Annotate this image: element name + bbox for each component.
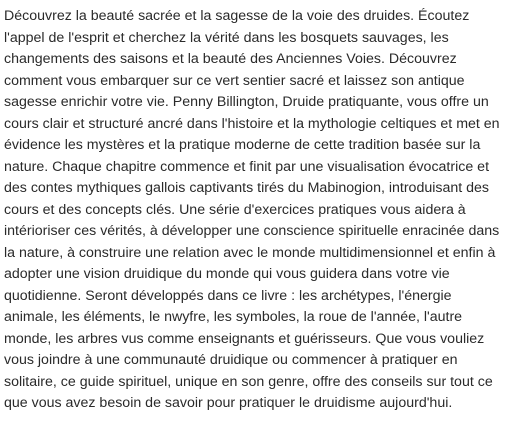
- description-text: Découvrez la beauté sacrée et la sagesse de la voie des druides. Écoutez l'appel de l'esprit et cherchez la vérité dans les bosquets sauvages, les changements des saisons et la beauté des Anciennes Voies. Découvrez comment vous embarquer sur ce vert sentier sacré et laissez son antique sagesse enrichir votre vie. Penny Billington, Druide pratiquante, vous offre un cours clair et structuré ancré dans l'histoire et la mythologie celtiques et met en évidence les mystères et la pratique moderne de cette tradition basée sur la nature. Chaque chapitre commence et finit par une visualisation évocatrice et des contes mythiques gallois captivants tirés du Mabinogion, introduisant des cours et des concepts clés. Une série d'exercices pratiques vous aidera à intérioriser ces vérités, à développer une conscience spirituelle enracinée dans la nature, à construire une relation avec le monde multidimensionnel et enfin à adopter une vision druidique du monde qui vous guidera dans votre vie quotidienne. Seront développés dans ce livre : les archétypes, l'énergie animale, les éléments, le nwyfre, les symboles, la roue de l'année, l'autre monde, les arbres vus comme enseignants et guérisseurs. Que vous vouliez vous joindre à une communauté druidique ou commencer à pratiquer en solitaire, ce guide spirituel, unique en son genre, offre des conseils sur tout ce que vous avez besoin de savoir pour pratiquer le druidisme aujourd'hui.: [4, 8, 500, 411]
